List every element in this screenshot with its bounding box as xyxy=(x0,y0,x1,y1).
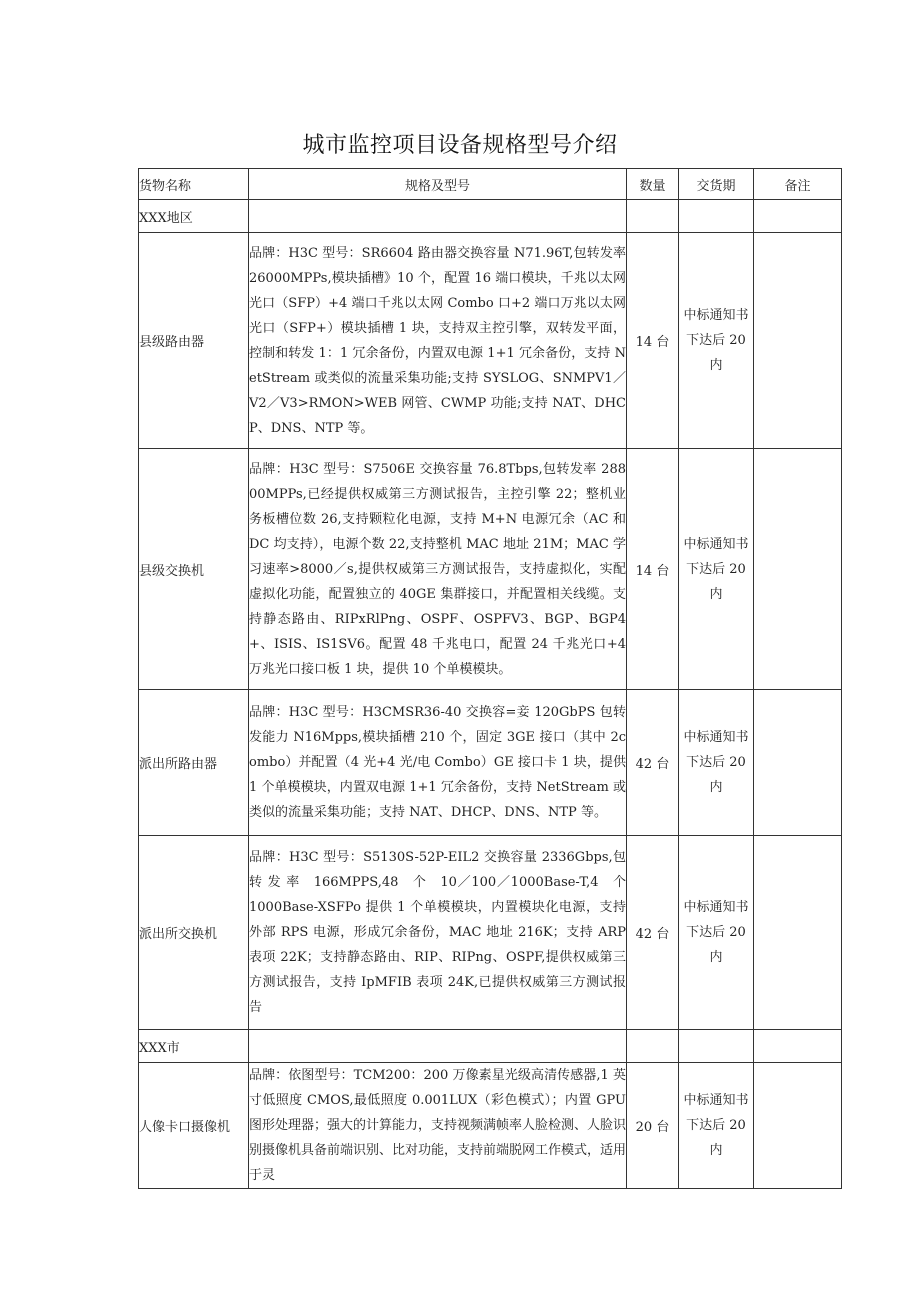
empty-cell xyxy=(249,1030,627,1063)
remark xyxy=(754,1063,842,1189)
goods-name: 人像卡口摄像机 xyxy=(139,1063,249,1189)
spec-text: 品牌：H3C 型号：SR6604 路由器交换容量 N71.96T,包转发率 26000MPPs,模块插槽》10 个，配置 16 端口模块，千兆以太网光口（SFP）+4 端口千兆以太网 Combo 口+2 端口万兆以太网光口（SFP+）模块插槽 1 块，支持双主控引擎，双转发平面，控制和转发 1：1 冗余备份，内置双电源 1+1 冗余备份，支持 NetStream 或类似的流量采集功能;支持 SYSLOG、SNMPV1／V2／V3>RMON>WEB 网管、CWMP 功能;支持 NAT、DHCP、DNS、NTP 等。 xyxy=(249,233,627,449)
header-delivery: 交货期 xyxy=(679,169,754,200)
region-name xyxy=(139,1030,249,1063)
header-spec-model: 规格及型号 xyxy=(249,169,627,200)
quantity: 14 台 xyxy=(627,233,679,449)
delivery-period: 中标通知书下达后 20 内 xyxy=(679,690,754,836)
delivery-period: 中标通知书下达后 20 内 xyxy=(679,1063,754,1189)
document-title: 城市监控项目设备规格型号介绍 xyxy=(302,133,618,158)
table-header-row xyxy=(139,169,842,200)
header-quantity: 数量 xyxy=(627,169,679,200)
region-name xyxy=(139,200,249,233)
delivery-period: 中标通知书下达后 20 内 xyxy=(679,836,754,1030)
spec-text: 品牌：H3C 型号：S7506E 交换容量 76.8Tbps,包转发率 28800MPPs,已经提供权威第三方测试报告，主控引擎 22；整机业务板槽位数 26,支持颗粒化电源，支持 M+N 电源冗余（AC 和 DC 均支持），电源个数 22,支持整机 MAC 地址 21M；MAC 学习速率>8000／s,提供权威第三方测试报告，支持虚拟化，实配虚拟化功能，配置独立的 40GE 集群接口，并配置相关线缆。支持静态路由、RIPxRlPng、OSPF、OSPFV3、BGP、BGP4+、ISIS、IS1SV6。配置 48 千兆电口，配置 24 千兆光口+4 万兆光口接口板 1 块，提供 10 个单模模块。 xyxy=(249,449,627,690)
goods-name: 县级路由器 xyxy=(139,233,249,449)
spec-text: 品牌：H3C 型号：S5130S-52P-EIL2 交换容量 2336Gbps,包转 发 率 166MPPS,48 个 10／100／1000Base-T,4 个 1000Base-XSFPo 提供 1 个单模模块，内置模块化电源，支持外部 RPS 电源，形成冗余备份，MAC 地址 216K；支持 ARP 表项 22K；支持静态路由、RIP、RIPng、OSPF,提供权威第三方测试报告，支持 IpMFIB 表项 24K,已提供权威第三方测试报告 xyxy=(249,836,627,1030)
empty-cell xyxy=(679,200,754,233)
goods-name: 县级交换机 xyxy=(139,449,249,690)
table-row xyxy=(139,836,842,1030)
header-remark: 备注 xyxy=(754,169,842,200)
empty-cell xyxy=(249,200,627,233)
quantity: 14 台 xyxy=(627,449,679,690)
empty-cell xyxy=(627,200,679,233)
remark xyxy=(754,836,842,1030)
quantity: 42 台 xyxy=(627,690,679,836)
spec-text: 品牌：依图型号：TCM200：200 万像素星光级高清传感器,1 英寸低照度 CMOS,最低照度 0.001LUX（彩色模式）；内置 GPU 图形处理器；强大的计算能力，支持视频满帧率人脸检测、人脸识别摄像机具备前端识别、比对功能，支持前端脱网工作模式，适用于灵 xyxy=(249,1063,627,1189)
remark xyxy=(754,449,842,690)
table-row xyxy=(139,233,842,449)
empty-cell xyxy=(754,1030,842,1063)
table-row xyxy=(139,690,842,836)
region-prefix: XXX xyxy=(139,210,167,226)
empty-cell xyxy=(754,200,842,233)
quantity: 42 台 xyxy=(627,836,679,1030)
empty-cell xyxy=(627,1030,679,1063)
region-suffix: 市 xyxy=(166,1040,180,1056)
remark xyxy=(754,690,842,836)
table-row xyxy=(139,1063,842,1189)
region-row xyxy=(139,1030,842,1063)
equipment-spec-table xyxy=(138,168,842,1189)
spec-text: 品牌：H3C 型号：H3CMSR36-40 交换容=妾 120GbPS 包转发能力 N16Mpps,模块插槽 210 个，固定 3GE 接口（其中 2combo）并配置（4 光+4 光/电 Combo）GE 接口卡 1 块，提供 1 个单模模块，内置双电源 1+1 冗余备份，支持 NetStream 或类似的流量采集功能；支持 NAT、DHCP、DNS、NTP 等。 xyxy=(249,690,627,836)
table-row xyxy=(139,449,842,690)
goods-name: 派出所交换机 xyxy=(139,836,249,1030)
delivery-period: 中标通知书下达后 20 内 xyxy=(679,233,754,449)
delivery-period: 中标通知书下达后 20 内 xyxy=(679,449,754,690)
remark xyxy=(754,233,842,449)
quantity: 20 台 xyxy=(627,1063,679,1189)
empty-cell xyxy=(679,1030,754,1063)
region-row xyxy=(139,200,842,233)
goods-name: 派出所路由器 xyxy=(139,690,249,836)
header-goods-name: 货物名称 xyxy=(139,169,249,200)
region-prefix: XXX xyxy=(139,1040,167,1056)
region-suffix: 地区 xyxy=(166,210,193,226)
